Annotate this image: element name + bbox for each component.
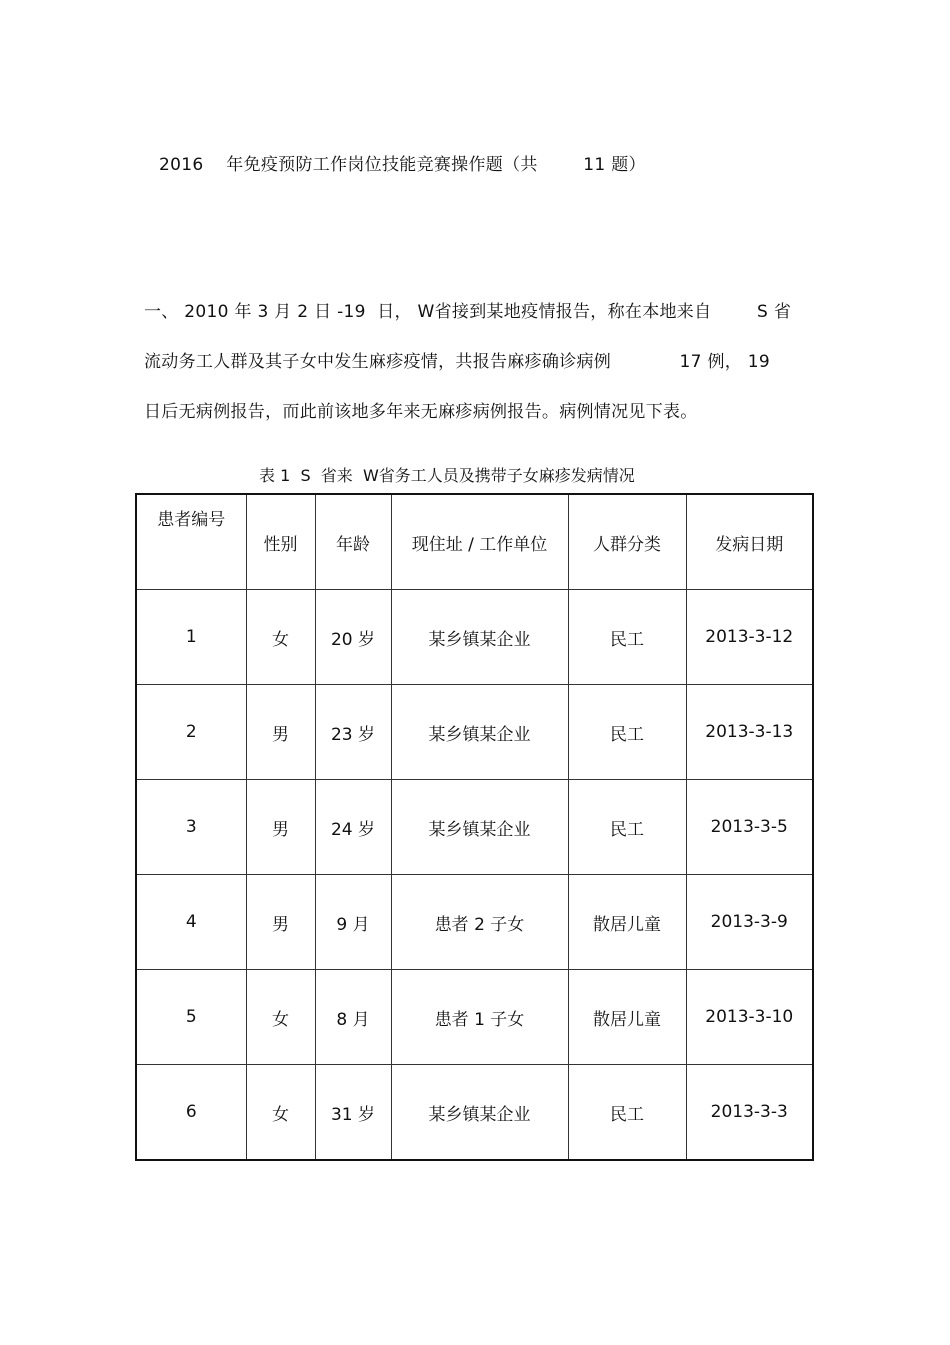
paragraph-line-2: 流动务工人群及其子女中发生麻疹疫情，共报告麻疹确诊病例 17 例， 19 xyxy=(144,352,771,372)
paragraph-line-1: 一、 2010 年 3 月 2 日 -19 日， W省接到某地疫情报告，称在本地来自 S 省 xyxy=(144,302,792,322)
page-title: 2016 年免疫预防工作岗位技能竞赛操作题（共 11 题） xyxy=(159,155,646,175)
cell-onset-date: 2013-3-3 xyxy=(686,1065,813,1161)
cell-population: 民工 xyxy=(568,1065,686,1161)
header-address: 现住址 / 工作单位 xyxy=(391,494,568,590)
cell-patient-id: 3 xyxy=(136,780,246,875)
cell-age: 20 岁 xyxy=(315,590,391,685)
cell-age: 24 岁 xyxy=(315,780,391,875)
cell-address: 某乡镇某企业 xyxy=(391,685,568,780)
cell-onset-date: 2013-3-12 xyxy=(686,590,813,685)
cell-sex: 女 xyxy=(246,1065,315,1161)
cell-onset-date: 2013-3-9 xyxy=(686,875,813,970)
header-onset-date: 发病日期 xyxy=(686,494,813,590)
table-header-row xyxy=(136,494,813,590)
cell-patient-id: 1 xyxy=(136,590,246,685)
cell-address: 某乡镇某企业 xyxy=(391,1065,568,1161)
cell-address: 患者 1 子女 xyxy=(391,970,568,1065)
cell-onset-date: 2013-3-13 xyxy=(686,685,813,780)
cell-patient-id: 6 xyxy=(136,1065,246,1161)
cell-address: 某乡镇某企业 xyxy=(391,780,568,875)
cell-sex: 男 xyxy=(246,780,315,875)
cell-onset-date: 2013-3-10 xyxy=(686,970,813,1065)
header-age: 年龄 xyxy=(315,494,391,590)
cell-address: 某乡镇某企业 xyxy=(391,590,568,685)
header-population: 人群分类 xyxy=(568,494,686,590)
table-row xyxy=(136,875,813,970)
cell-sex: 女 xyxy=(246,970,315,1065)
cell-onset-date: 2013-3-5 xyxy=(686,780,813,875)
table-row xyxy=(136,780,813,875)
cell-sex: 女 xyxy=(246,590,315,685)
header-sex: 性别 xyxy=(246,494,315,590)
cell-population: 散居儿童 xyxy=(568,875,686,970)
cell-population: 民工 xyxy=(568,685,686,780)
table-row xyxy=(136,1065,813,1161)
cell-age: 9 月 xyxy=(315,875,391,970)
paragraph-line-3: 日后无病例报告，而此前该地多年来无麻疹病例报告。病例情况见下表。 xyxy=(144,402,698,422)
cell-patient-id: 2 xyxy=(136,685,246,780)
cell-population: 民工 xyxy=(568,780,686,875)
cell-sex: 男 xyxy=(246,875,315,970)
cell-age: 8 月 xyxy=(315,970,391,1065)
table-caption: 表 1 S 省来 W省务工人员及携带子女麻疹发病情况 xyxy=(259,466,635,485)
header-patient-id: 患者编号 xyxy=(136,494,246,590)
cell-patient-id: 4 xyxy=(136,875,246,970)
table-row xyxy=(136,590,813,685)
cell-address: 患者 2 子女 xyxy=(391,875,568,970)
case-table xyxy=(135,493,814,1161)
cell-population: 民工 xyxy=(568,590,686,685)
cell-patient-id: 5 xyxy=(136,970,246,1065)
cell-population: 散居儿童 xyxy=(568,970,686,1065)
cell-age: 31 岁 xyxy=(315,1065,391,1161)
table-row xyxy=(136,685,813,780)
table-row xyxy=(136,970,813,1065)
cell-age: 23 岁 xyxy=(315,685,391,780)
cell-sex: 男 xyxy=(246,685,315,780)
